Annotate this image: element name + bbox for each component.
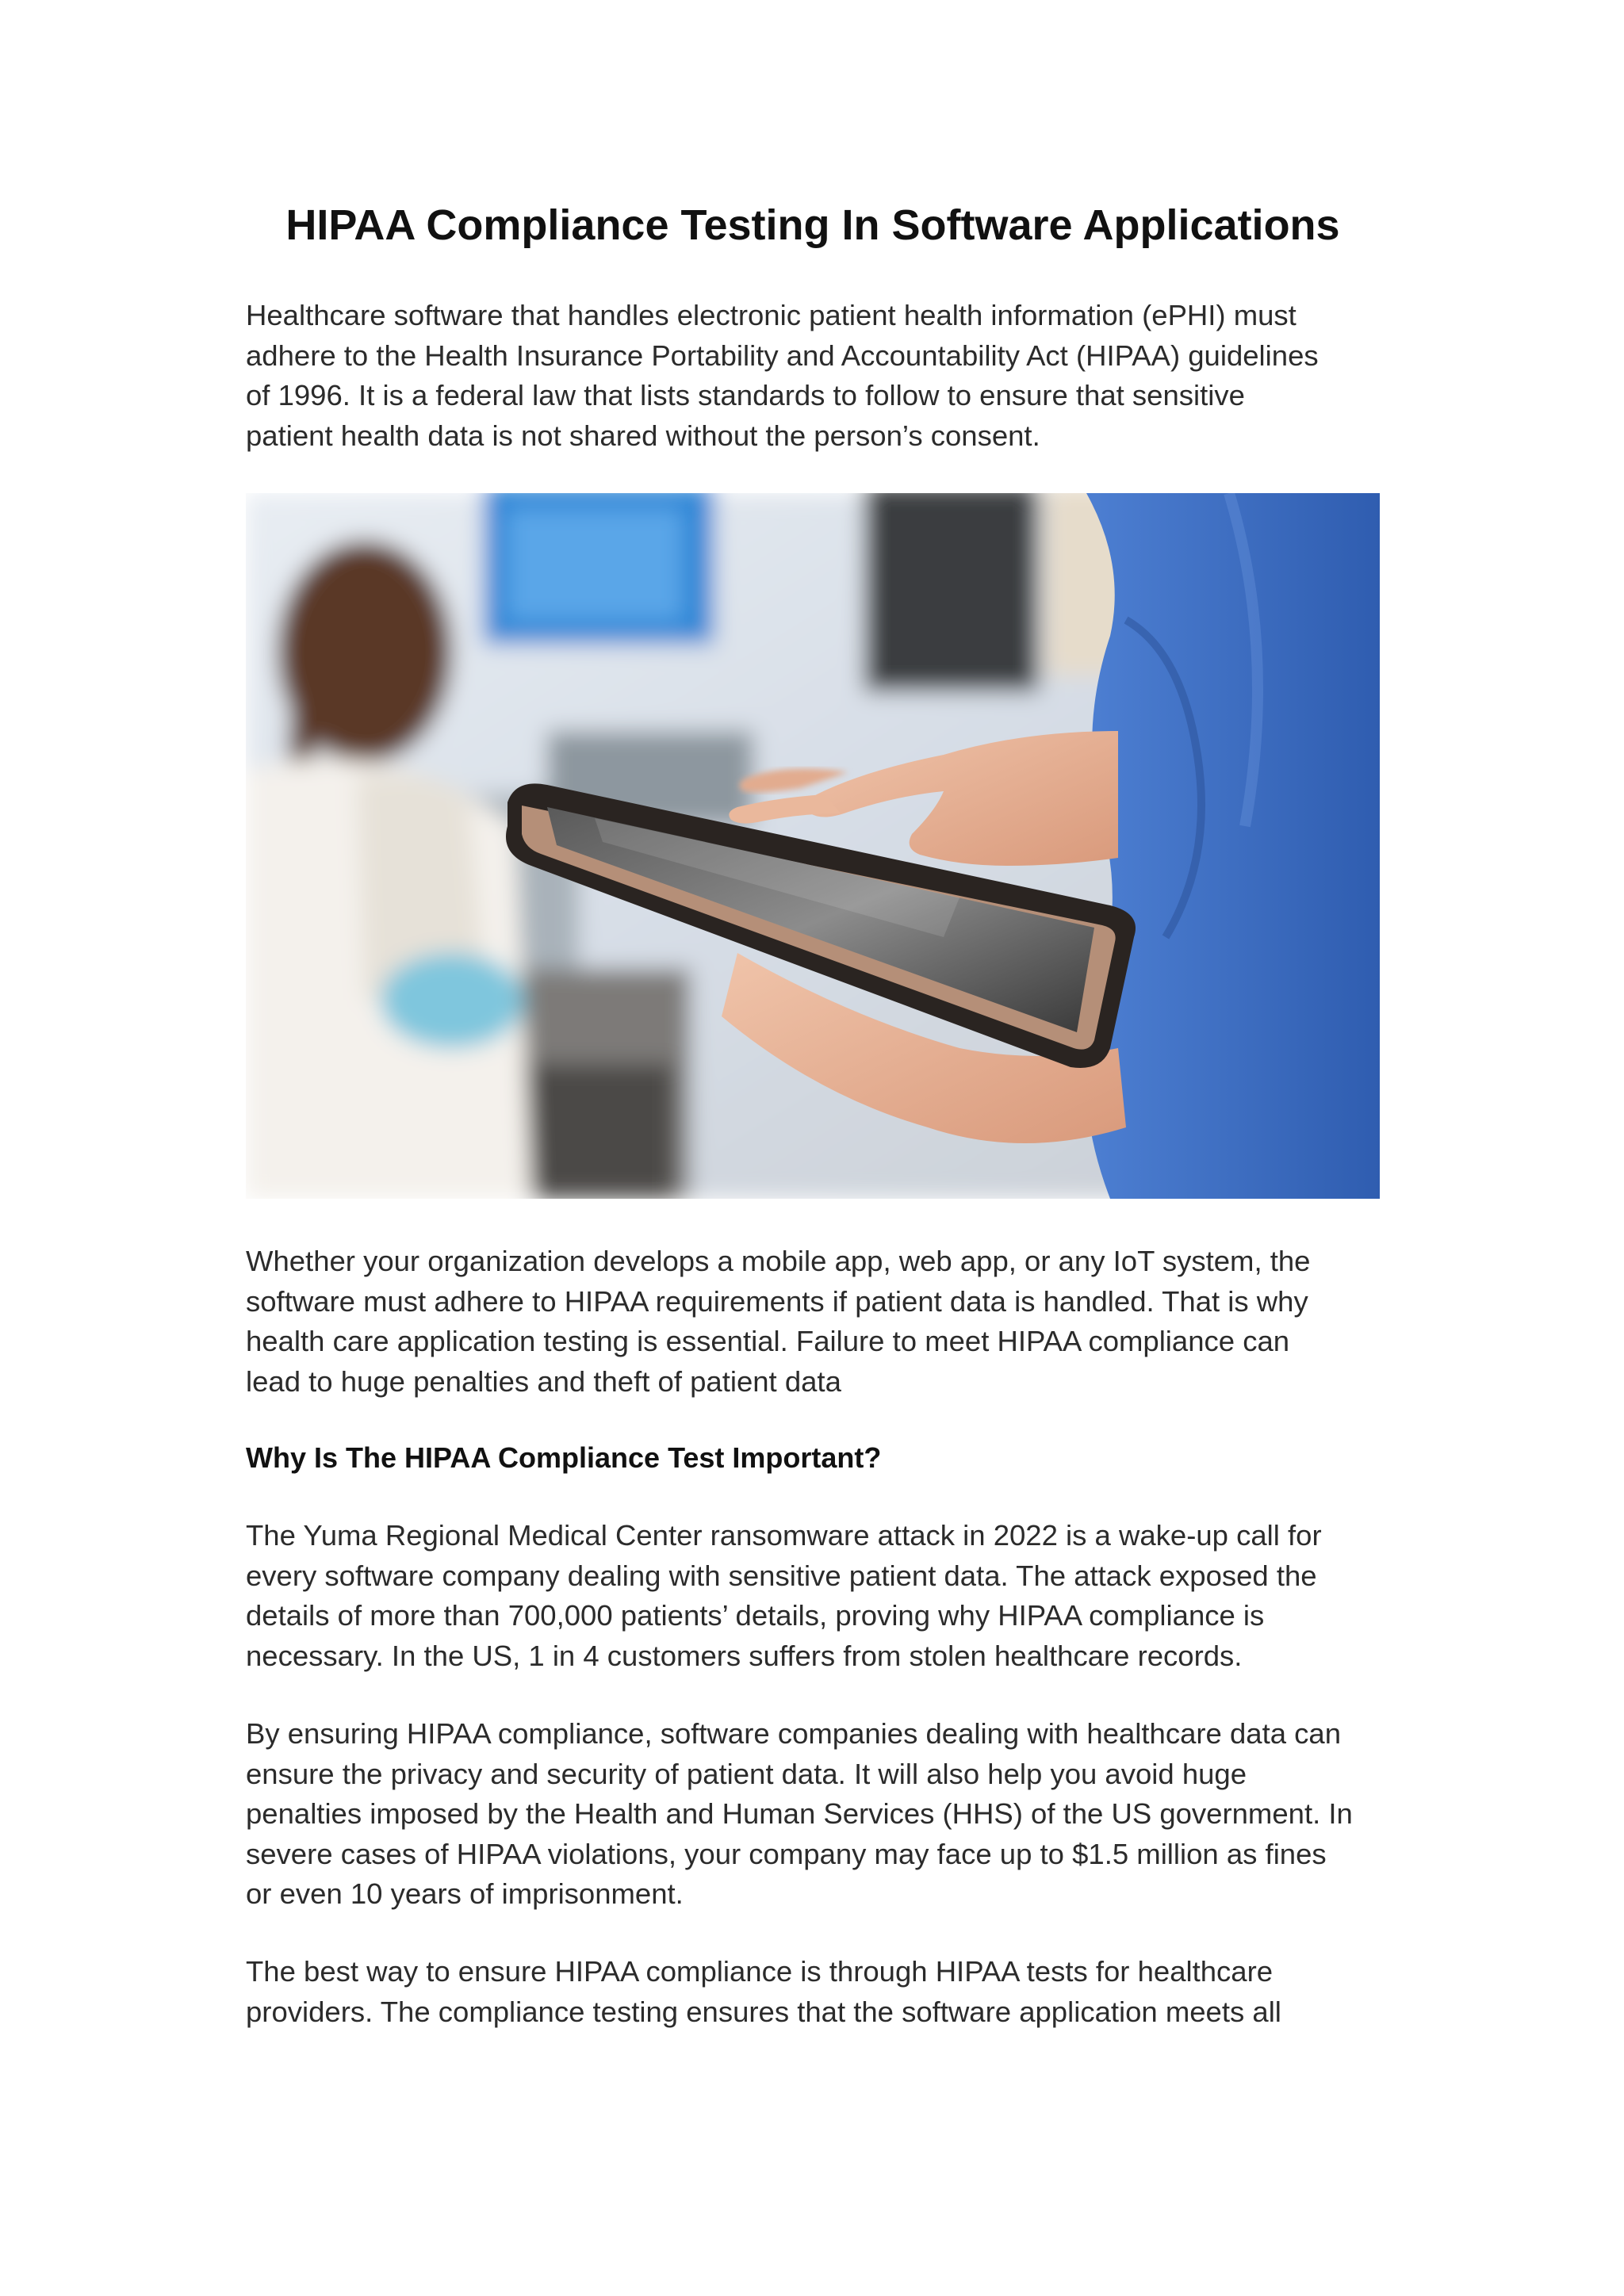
text-line: software must adhere to HIPAA requirements if patient data is handled. That is why — [246, 1284, 1308, 1318]
text-line: necessary. In the US, 1 in 4 customers suffers from stolen healthcare records. — [246, 1639, 1243, 1672]
ensuring-compliance-paragraph — [246, 1714, 1380, 1915]
text-line: lead to huge penalties and theft of patient data — [246, 1364, 841, 1398]
yuma-paragraph — [246, 1516, 1380, 1676]
text-line: adhere to the Health Insurance Portability and Accountability Act (HIPAA) guidelines — [246, 339, 1319, 372]
intro-paragraph — [246, 296, 1380, 456]
best-way-paragraph — [246, 1952, 1380, 2032]
section-heading: Why Is The HIPAA Compliance Test Important? — [246, 1441, 882, 1474]
page-title: HIPAA Compliance Testing In Software Applications — [285, 201, 1340, 249]
applications-paragraph — [246, 1242, 1380, 1402]
nurse-scrubs — [1086, 493, 1380, 1199]
text-line: of 1996. It is a federal law that lists standards to follow to ensure that sensitive — [246, 379, 1245, 411]
text-line: Whether your organization develops a mobile app, web app, or any IoT system, the — [246, 1245, 1311, 1277]
text-line: By ensuring HIPAA compliance, software companies dealing with healthcare data can — [246, 1717, 1342, 1750]
text-line: health care application testing is essential. Failure to meet HIPAA compliance can — [246, 1325, 1290, 1357]
text-line: penalties imposed by the Health and Human Services (HHS) of the US government. In — [246, 1797, 1353, 1830]
text-line: severe cases of HIPAA violations, your company may face up to $1.5 million as fines — [246, 1837, 1327, 1870]
text-line: or even 10 years of imprisonment. — [246, 1877, 684, 1910]
text-line: The best way to ensure HIPAA compliance is through HIPAA tests for healthcare — [246, 1955, 1274, 1988]
healthcare-tablet-photo — [246, 493, 1380, 1199]
text-line: ensure the privacy and security of patient data. It will also help you avoid huge — [246, 1757, 1247, 1790]
text-line: providers. The compliance testing ensures that the software application meets all — [246, 1995, 1281, 2028]
text-line: patient health data is not shared without the person’s consent. — [246, 419, 1040, 452]
text-line: The Yuma Regional Medical Center ransomware attack in 2022 is a wake-up call for — [246, 1519, 1322, 1552]
text-line: every software company dealing with sensitive patient data. The attack exposed the — [246, 1559, 1317, 1592]
text-line: Healthcare software that handles electronic patient health information (ePHI) must — [246, 299, 1297, 331]
text-line: details of more than 700,000 patients’ details, proving why HIPAA compliance is — [246, 1599, 1265, 1632]
